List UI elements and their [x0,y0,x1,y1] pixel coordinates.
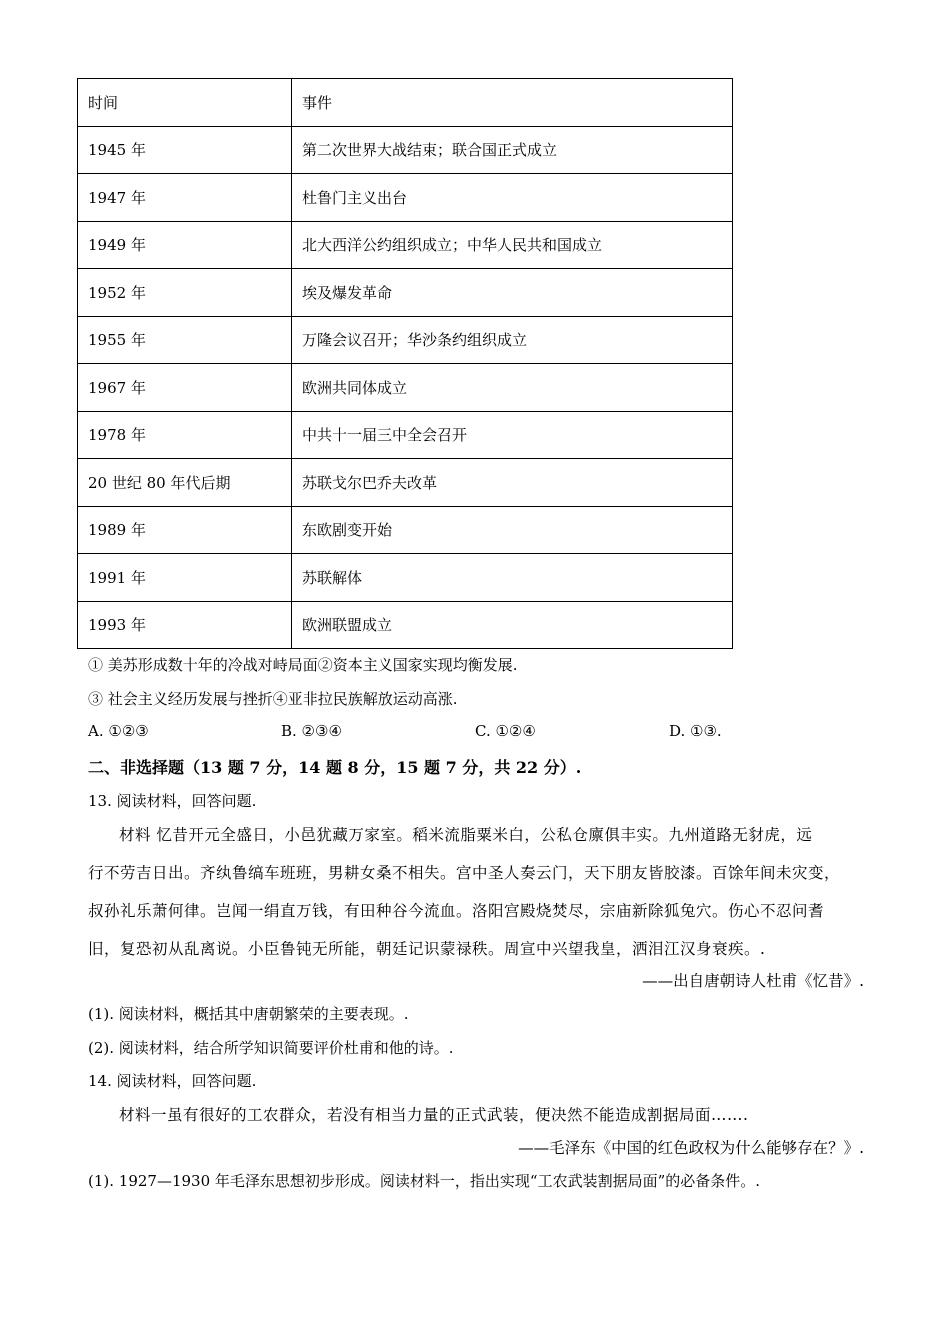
table-cell-time: 1993 年 [78,601,292,649]
table-cell-time: 1955 年 [78,316,292,364]
q14-sub-question-1: (1). 1927—1930 年毛泽东思想初步形成。阅读材料一，指出实现“工农武装割据局面”的必备条件。. [88,1172,761,1190]
table-row [78,126,733,174]
table-cell-time: 1991 年 [78,554,292,602]
table-row [78,411,733,459]
table-cell-event: 中共十一届三中全会召开 [292,411,733,459]
option-d: D. ①③. [669,722,722,740]
table-row [78,316,733,364]
table-cell-time: 1952 年 [78,269,292,317]
table-row [78,174,733,222]
events-table [77,78,733,649]
q14-material: 材料一虽有很好的工农群众，若没有相当力量的正式武装，便决然不能造成割据局面……. [119,1106,749,1124]
table-row [78,554,733,602]
table-row [78,506,733,554]
table-row [78,364,733,412]
table-cell-event: 北大西洋公约组织成立；中华人民共和国成立 [292,221,733,269]
q14-title: 14. 阅读材料，回答问题. [88,1072,257,1090]
table-row [78,269,733,317]
table-cell-event: 东欧剧变开始 [292,506,733,554]
table-header-row [78,79,733,127]
table-cell-event: 埃及爆发革命 [292,269,733,317]
table-cell-event: 万隆会议召开；华沙条约组织成立 [292,316,733,364]
statement-line-2: ③ 社会主义经历发展与挫折④亚非拉民族解放运动高涨. [88,690,458,708]
table-cell-time: 1945 年 [78,126,292,174]
q13-source: ——出自唐朝诗人杜甫《忆昔》. [642,972,864,990]
table-cell-event: 苏联解体 [292,554,733,602]
q13-title: 13. 阅读材料，回答问题. [88,792,257,810]
table-cell-time: 1967 年 [78,364,292,412]
q13-sub-question-1: (1). 阅读材料，概括其中唐朝繁荣的主要表现。. [88,1005,409,1023]
q13-material-line-4: 旧，复恐初从乱离说。小臣鲁钝无所能，朝廷记识蒙禄秩。周宣中兴望我皇，洒泪江汉身衰疾。. [88,940,766,958]
table-cell-time: 1947 年 [78,174,292,222]
option-b: B. ②③④ [281,722,342,740]
table-header-event: 事件 [292,79,733,127]
option-c: C. ①②④ [475,722,536,740]
q14-source: ——毛泽东《中国的红色政权为什么能够存在？》. [518,1139,864,1157]
q13-material-line-1: 材料 忆昔开元全盛日，小邑犹藏万家室。稻米流脂粟米白，公私仓廪俱丰实。九州道路无豺虎，远 [119,826,813,844]
table-cell-event: 第二次世界大战结束；联合国正式成立 [292,126,733,174]
table-header-time: 时间 [78,79,292,127]
option-a: A. ①②③ [88,722,149,740]
q13-sub-question-2: (2). 阅读材料，结合所学知识简要评价杜甫和他的诗。. [88,1039,454,1057]
table-cell-event: 欧洲联盟成立 [292,601,733,649]
table-row [78,601,733,649]
table-row [78,459,733,507]
table-cell-event: 苏联戈尔巴乔夫改革 [292,459,733,507]
table-cell-event: 欧洲共同体成立 [292,364,733,412]
q13-material-line-2: 行不劳吉日出。齐纨鲁缟车班班，男耕女桑不相失。宫中圣人奏云门，天下朋友皆胶漆。百馀年间未灾变， [88,864,841,882]
statement-line-1: ① 美苏形成数十年的冷战对峙局面②资本主义国家实现均衡发展. [88,656,518,674]
section-heading: 二、非选择题（13 题 7 分，14 题 8 分，15 题 7 分，共 22 分）. [88,758,582,777]
table-cell-time: 20 世纪 80 年代后期 [78,459,292,507]
table-cell-time: 1978 年 [78,411,292,459]
table-cell-time: 1949 年 [78,221,292,269]
table-row [78,221,733,269]
table-cell-event: 杜鲁门主义出台 [292,174,733,222]
q13-material-line-3: 叔孙礼乐萧何律。岂闻一绢直万钱，有田种谷今流血。洛阳宫殿烧焚尽，宗庙新除狐兔穴。伤心不忍问耆 [88,902,825,920]
table-cell-time: 1989 年 [78,506,292,554]
